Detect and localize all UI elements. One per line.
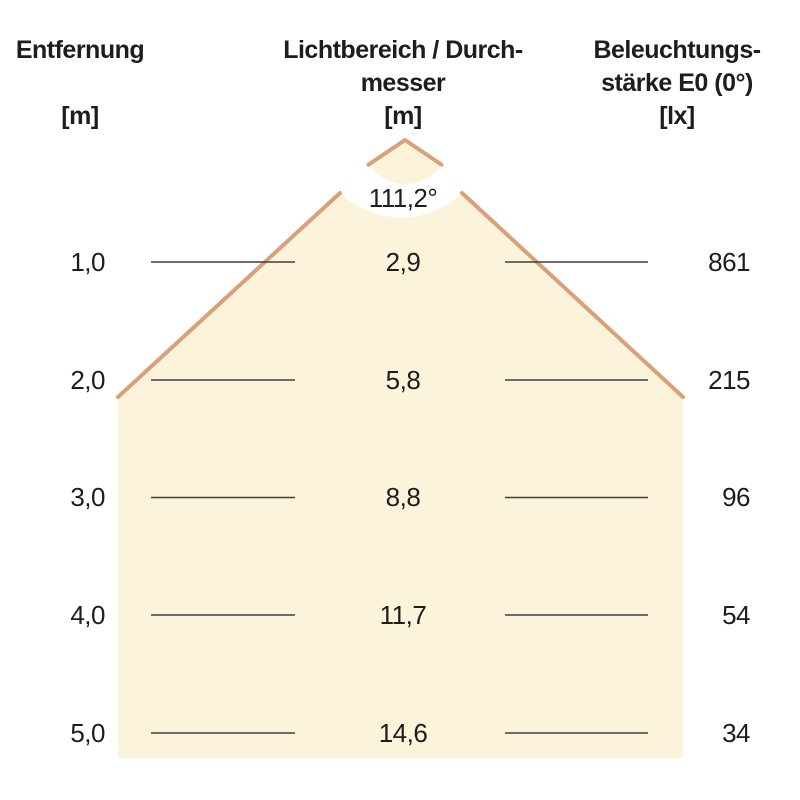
diameter-value: 2,9: [385, 247, 421, 277]
illuminance-value: 34: [722, 718, 750, 748]
beam-angle-value: 111,2°: [368, 183, 438, 213]
header-diameter-title-line2: messer: [360, 69, 446, 97]
illuminance-value: 54: [722, 600, 750, 630]
distance-value: 1,0: [70, 247, 105, 277]
distance-value: 4,0: [70, 600, 105, 630]
header-distance: [0, 34, 168, 133]
header-distance-title: Entfernung: [15, 36, 145, 64]
diameter-value: 14,6: [378, 718, 428, 748]
apex-fan: [369, 140, 442, 184]
illuminance-value: 96: [722, 482, 750, 512]
header-diameter-unit: [m]: [384, 102, 422, 130]
diameter-value: 5,8: [385, 365, 421, 395]
distance-value: 5,0: [70, 718, 105, 748]
header-illuminance: [567, 34, 787, 133]
header-distance-unit: [m]: [61, 102, 99, 130]
header-illuminance-unit: [lx]: [659, 102, 695, 130]
distance-value: 3,0: [70, 482, 105, 512]
distance-value: 2,0: [70, 365, 105, 395]
header-diameter-title: Lichtbereich / Durch-: [283, 36, 523, 64]
illuminance-value: 861: [708, 247, 750, 277]
header-diameter: [270, 34, 536, 133]
diameter-value: 11,7: [379, 600, 427, 630]
header-illuminance-title-line2: stärke E0 (0°): [601, 69, 753, 97]
header-distance-title-line2: [0, 67, 168, 100]
illuminance-value: 215: [708, 365, 750, 395]
header-illuminance-title: Beleuchtungs-: [593, 36, 761, 64]
diameter-value: 8,8: [385, 482, 421, 512]
